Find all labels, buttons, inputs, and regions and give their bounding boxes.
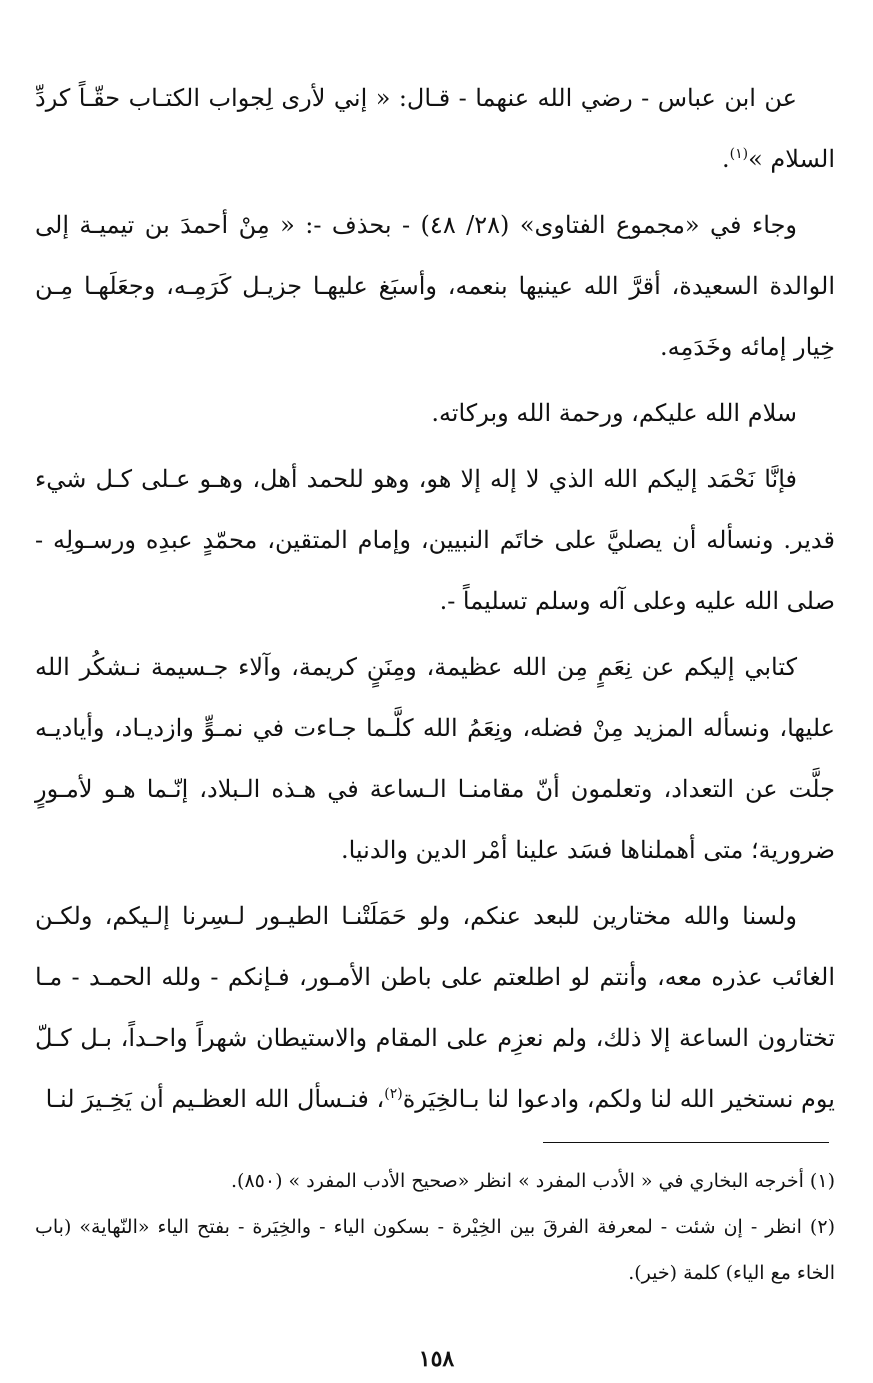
paragraph-ibn-abbas xyxy=(35,68,835,190)
paragraph-lasna xyxy=(35,886,835,1130)
paragraph-majmu-fatawa xyxy=(35,195,835,378)
paragraph-text: ولسنا والله مختارين للبعد عنكم، ولو حَمَلَتْنـا الطيـور لـسِرنا إلـيكم، ولكـن الغائب عذره معه، وأنتم لو اطلعتم على باطن الأمـور، فـإنكم - ولله الحمـد - مـا تختارون الساعة إلا ذلك، ولم نعزِم على المقام والاستيطان شهراً واحـداً، بـل كـلّ يوم نستخير الله لنا ولكم، وادعوا لنا بـالخِيَرة xyxy=(35,902,835,1113)
paragraph-tail: ، فنـسأل الله العظـيم أن يَخِـيرَ لنـا xyxy=(45,1085,385,1113)
footnote-separator xyxy=(543,1142,829,1143)
footnotes xyxy=(35,1158,835,1296)
paragraph-text: فإنَّا نَحْمَد إليكم الله الذي لا إله إلا هو، وهو للحمد أهل، وهـو عـلى كـل شيء قدير. ونسأله أن يصليَّ على خاتَم النبيين، وإمام المتقين، محمّدٍ عبدِه ورسـولِه - صلى الله عليه وعلى آله وسلم تسليماً -. xyxy=(35,465,835,615)
page-number: ١٥٨ xyxy=(418,1346,455,1372)
main-text xyxy=(35,68,835,1130)
footnote-2: (٢) انظر - إن شئت - لمعرفة الفرقَ بين الخِيْرة - بسكون الياء - والخِيَرة - بفتح الياء «النّهاية» (باب الخاء مع الياء) كلمة (خير). xyxy=(35,1216,835,1284)
paragraph-tail: . xyxy=(722,145,730,173)
paragraph-text: وجاء في «مجموع الفتاوى» (٢٨/ ٤٨) - بحذف -: « مِنْ أحمدَ بن تيميـة إلى الوالدة السعيدة، أقرَّ الله عينيها بنعمه، وأسبَغ عليهـا جزيـل كَرَمِـه، وجعَلَهـا مِـن خِيار إمائه وخَدَمِه. xyxy=(35,211,835,361)
paragraph-text: سلام الله عليكم، ورحمة الله وبركاته. xyxy=(431,399,797,427)
paragraph-text: عن ابن عباس - رضي الله عنهما - قـال: « إني لأرى لِجواب الكتـاب حقّـاً كردِّ السلام » xyxy=(35,84,835,173)
paragraph-hamd xyxy=(35,449,835,632)
paragraph-kitabi xyxy=(35,637,835,881)
footnote-ref-2: (٢) xyxy=(384,1086,403,1102)
paragraph-text: كتابي إليكم عن نِعَمٍ مِن الله عظيمة، ومِنَنٍ كريمة، وآلاء جـسيمة نـشكُر الله عليها، ونسأله المزيد مِنْ فضله، ونِعَمُ الله كلَّـما جـاءت في نمـوٍّ وازديـاد، وأياديـه جلَّت عن التعداد، وتعلمون أنّ مقامنـا الـساعة في هـذه الـبلاد، إنّـما هـو لأمـورٍ ضرورية؛ متى أهملناها فسَد علينا أمْر الدين والدنيا. xyxy=(35,653,835,864)
footnote-ref-1: (١) xyxy=(729,146,749,162)
footnote-1: (١) أخرجه البخاري في « الأدب المفرد » انظر «صحيح الأدب المفرد » (٨٥٠). xyxy=(231,1170,835,1192)
paragraph-salam xyxy=(35,383,835,444)
